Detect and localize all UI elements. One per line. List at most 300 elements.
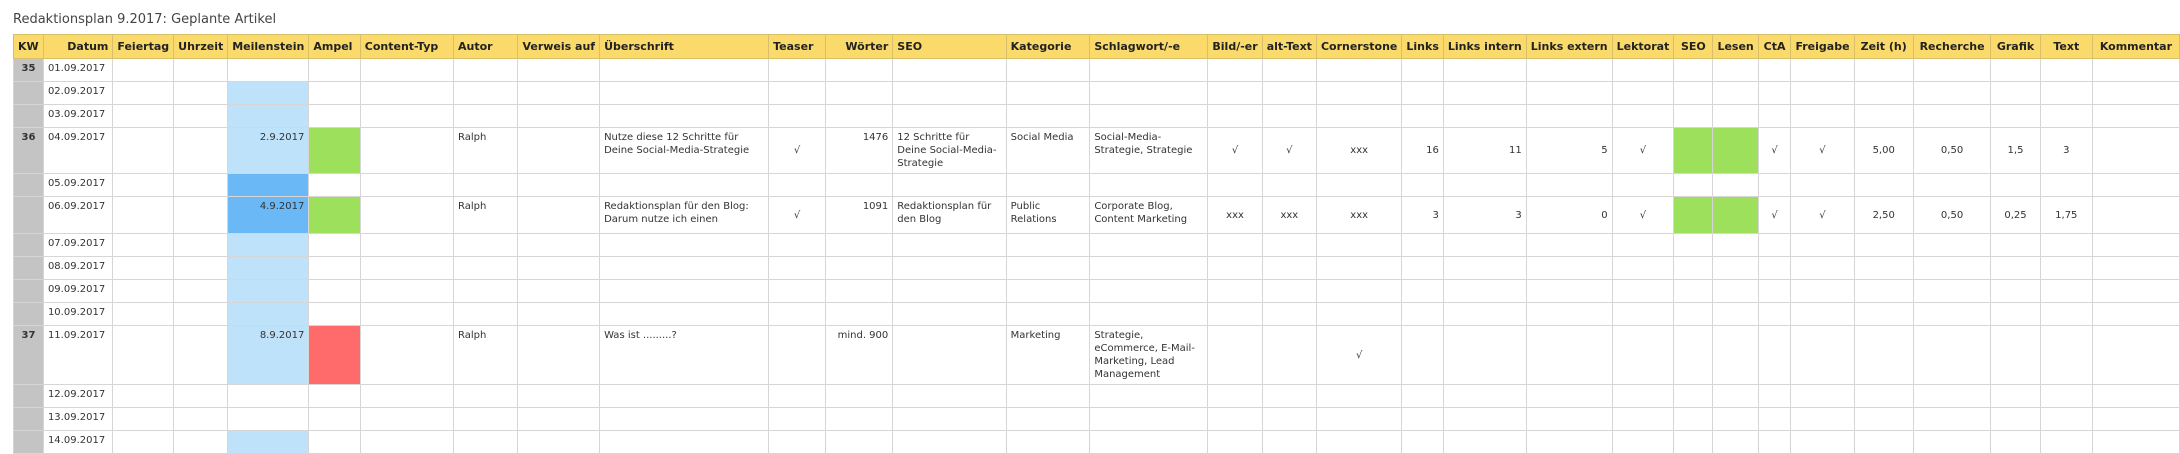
reference-cell[interactable] <box>518 326 600 385</box>
milestone-cell[interactable] <box>228 174 309 197</box>
category-cell[interactable] <box>1006 82 1090 105</box>
research-cell[interactable] <box>1913 105 1990 128</box>
graphics-cell[interactable] <box>1991 234 2040 257</box>
text-hours-cell[interactable] <box>2040 385 2092 408</box>
teaser-cell[interactable] <box>769 326 826 385</box>
cta-cell[interactable] <box>1758 385 1791 408</box>
proofread-cell[interactable] <box>1612 174 1674 197</box>
hours-cell[interactable] <box>1854 326 1913 385</box>
research-cell[interactable]: 0,50 <box>1913 128 1990 174</box>
keywords-cell[interactable] <box>1090 280 1208 303</box>
cta-cell[interactable] <box>1758 408 1791 431</box>
links-intern-cell[interactable]: 3 <box>1443 197 1526 234</box>
cornerstone-cell[interactable] <box>1316 174 1401 197</box>
hours-cell[interactable] <box>1854 303 1913 326</box>
seo-title-cell[interactable] <box>893 257 1006 280</box>
milestone-cell[interactable] <box>228 280 309 303</box>
graphics-cell[interactable] <box>1991 408 2040 431</box>
kw-cell[interactable] <box>14 303 44 326</box>
date-cell[interactable]: 08.09.2017 <box>43 257 112 280</box>
links-cell[interactable] <box>1402 82 1443 105</box>
keywords-cell[interactable]: Corporate Blog, Content Marketing <box>1090 197 1208 234</box>
approval-cell[interactable] <box>1791 431 1854 454</box>
status-light-cell[interactable] <box>309 257 360 280</box>
word-count-cell[interactable]: mind. 900 <box>825 326 892 385</box>
links-extern-cell[interactable] <box>1526 408 1612 431</box>
holiday-cell[interactable] <box>113 105 174 128</box>
proofread-cell[interactable]: √ <box>1612 128 1674 174</box>
image-cell[interactable] <box>1208 82 1262 105</box>
category-cell[interactable] <box>1006 303 1090 326</box>
cornerstone-cell[interactable] <box>1316 82 1401 105</box>
word-count-cell[interactable] <box>825 431 892 454</box>
seo-title-cell[interactable] <box>893 82 1006 105</box>
word-count-cell[interactable] <box>825 385 892 408</box>
teaser-cell[interactable] <box>769 174 826 197</box>
read-cell[interactable] <box>1713 59 1758 82</box>
col-header-teaser[interactable]: Teaser <box>769 35 826 59</box>
read-cell[interactable] <box>1713 174 1758 197</box>
author-cell[interactable] <box>453 234 517 257</box>
text-hours-cell[interactable] <box>2040 303 2092 326</box>
read-cell[interactable] <box>1713 257 1758 280</box>
status-light-cell[interactable] <box>309 385 360 408</box>
links-intern-cell[interactable] <box>1443 234 1526 257</box>
time-cell[interactable] <box>174 128 228 174</box>
seo-check-cell[interactable] <box>1674 326 1713 385</box>
cornerstone-cell[interactable] <box>1316 431 1401 454</box>
proofread-cell[interactable] <box>1612 280 1674 303</box>
headline-cell[interactable] <box>600 234 769 257</box>
reference-cell[interactable] <box>518 408 600 431</box>
content-type-cell[interactable] <box>360 431 453 454</box>
text-hours-cell[interactable] <box>2040 174 2092 197</box>
seo-title-cell[interactable] <box>893 431 1006 454</box>
category-cell[interactable] <box>1006 174 1090 197</box>
author-cell[interactable] <box>453 431 517 454</box>
teaser-cell[interactable]: √ <box>769 128 826 174</box>
seo-check-cell[interactable] <box>1674 257 1713 280</box>
hours-cell[interactable] <box>1854 280 1913 303</box>
text-hours-cell[interactable] <box>2040 280 2092 303</box>
links-extern-cell[interactable] <box>1526 234 1612 257</box>
links-extern-cell[interactable] <box>1526 105 1612 128</box>
image-cell[interactable] <box>1208 105 1262 128</box>
content-type-cell[interactable] <box>360 197 453 234</box>
kw-cell[interactable] <box>14 105 44 128</box>
seo-title-cell[interactable] <box>893 385 1006 408</box>
teaser-cell[interactable] <box>769 59 826 82</box>
text-hours-cell[interactable] <box>2040 234 2092 257</box>
proofread-cell[interactable] <box>1612 385 1674 408</box>
seo-check-cell[interactable] <box>1674 174 1713 197</box>
reference-cell[interactable] <box>518 174 600 197</box>
time-cell[interactable] <box>174 174 228 197</box>
date-cell[interactable]: 12.09.2017 <box>43 385 112 408</box>
time-cell[interactable] <box>174 303 228 326</box>
milestone-cell[interactable] <box>228 82 309 105</box>
cta-cell[interactable]: √ <box>1758 197 1791 234</box>
image-cell[interactable] <box>1208 280 1262 303</box>
time-cell[interactable] <box>174 431 228 454</box>
links-intern-cell[interactable] <box>1443 105 1526 128</box>
approval-cell[interactable] <box>1791 303 1854 326</box>
headline-cell[interactable] <box>600 174 769 197</box>
seo-title-cell[interactable]: Redaktionsplan für den Blog <box>893 197 1006 234</box>
links-extern-cell[interactable] <box>1526 82 1612 105</box>
read-cell[interactable] <box>1713 197 1758 234</box>
kw-cell[interactable] <box>14 197 44 234</box>
image-cell[interactable] <box>1208 174 1262 197</box>
kw-cell[interactable] <box>14 174 44 197</box>
approval-cell[interactable] <box>1791 385 1854 408</box>
alt-text-cell[interactable] <box>1262 385 1316 408</box>
time-cell[interactable] <box>174 385 228 408</box>
links-extern-cell[interactable] <box>1526 303 1612 326</box>
image-cell[interactable] <box>1208 234 1262 257</box>
alt-text-cell[interactable] <box>1262 431 1316 454</box>
image-cell[interactable]: √ <box>1208 128 1262 174</box>
content-type-cell[interactable] <box>360 303 453 326</box>
kw-cell[interactable] <box>14 234 44 257</box>
author-cell[interactable] <box>453 82 517 105</box>
headline-cell[interactable]: Nutze diese 12 Schritte für Deine Social-Media-Strategie <box>600 128 769 174</box>
col-header-meilenstein[interactable]: Meilenstein <box>228 35 309 59</box>
links-cell[interactable] <box>1402 257 1443 280</box>
content-type-cell[interactable] <box>360 105 453 128</box>
reference-cell[interactable] <box>518 128 600 174</box>
links-cell[interactable] <box>1402 234 1443 257</box>
milestone-cell[interactable]: 4.9.2017 <box>228 197 309 234</box>
graphics-cell[interactable] <box>1991 82 2040 105</box>
read-cell[interactable] <box>1713 280 1758 303</box>
headline-cell[interactable] <box>600 303 769 326</box>
author-cell[interactable] <box>453 303 517 326</box>
word-count-cell[interactable] <box>825 59 892 82</box>
cornerstone-cell[interactable] <box>1316 105 1401 128</box>
col-header-alt-text[interactable]: alt-Text <box>1262 35 1316 59</box>
text-hours-cell[interactable]: 3 <box>2040 128 2092 174</box>
proofread-cell[interactable] <box>1612 408 1674 431</box>
status-light-cell[interactable] <box>309 303 360 326</box>
links-intern-cell[interactable] <box>1443 303 1526 326</box>
research-cell[interactable] <box>1913 385 1990 408</box>
time-cell[interactable] <box>174 234 228 257</box>
comment-cell[interactable] <box>2092 174 2179 197</box>
time-cell[interactable] <box>174 59 228 82</box>
author-cell[interactable] <box>453 280 517 303</box>
col-header-schlagwort[interactable]: Schlagwort/-e <box>1090 35 1208 59</box>
graphics-cell[interactable] <box>1991 257 2040 280</box>
author-cell[interactable] <box>453 385 517 408</box>
holiday-cell[interactable] <box>113 59 174 82</box>
research-cell[interactable] <box>1913 174 1990 197</box>
proofread-cell[interactable] <box>1612 105 1674 128</box>
kw-cell[interactable] <box>14 385 44 408</box>
comment-cell[interactable] <box>2092 257 2179 280</box>
hours-cell[interactable]: 2,50 <box>1854 197 1913 234</box>
graphics-cell[interactable] <box>1991 280 2040 303</box>
content-type-cell[interactable] <box>360 174 453 197</box>
seo-title-cell[interactable] <box>893 408 1006 431</box>
cornerstone-cell[interactable] <box>1316 408 1401 431</box>
seo-title-cell[interactable] <box>893 234 1006 257</box>
author-cell[interactable] <box>453 59 517 82</box>
content-type-cell[interactable] <box>360 82 453 105</box>
col-header-feiertag[interactable]: Feiertag <box>113 35 174 59</box>
milestone-cell[interactable] <box>228 431 309 454</box>
proofread-cell[interactable] <box>1612 59 1674 82</box>
reference-cell[interactable] <box>518 197 600 234</box>
date-cell[interactable]: 03.09.2017 <box>43 105 112 128</box>
kw-cell[interactable] <box>14 408 44 431</box>
date-cell[interactable]: 02.09.2017 <box>43 82 112 105</box>
cta-cell[interactable] <box>1758 174 1791 197</box>
research-cell[interactable] <box>1913 326 1990 385</box>
read-cell[interactable] <box>1713 408 1758 431</box>
status-light-cell[interactable] <box>309 174 360 197</box>
kw-cell[interactable] <box>14 431 44 454</box>
cornerstone-cell[interactable] <box>1316 385 1401 408</box>
date-cell[interactable]: 14.09.2017 <box>43 431 112 454</box>
col-header-seo-check[interactable]: SEO <box>1674 35 1713 59</box>
milestone-cell[interactable] <box>228 234 309 257</box>
author-cell[interactable] <box>453 105 517 128</box>
headline-cell[interactable]: Redaktionsplan für den Blog: Darum nutze ich einen <box>600 197 769 234</box>
text-hours-cell[interactable] <box>2040 408 2092 431</box>
author-cell[interactable] <box>453 408 517 431</box>
teaser-cell[interactable]: √ <box>769 197 826 234</box>
headline-cell[interactable] <box>600 82 769 105</box>
read-cell[interactable] <box>1713 303 1758 326</box>
category-cell[interactable]: Marketing <box>1006 326 1090 385</box>
seo-title-cell[interactable] <box>893 174 1006 197</box>
read-cell[interactable] <box>1713 128 1758 174</box>
cta-cell[interactable] <box>1758 82 1791 105</box>
col-header-freigabe[interactable]: Freigabe <box>1791 35 1854 59</box>
word-count-cell[interactable] <box>825 174 892 197</box>
text-hours-cell[interactable] <box>2040 105 2092 128</box>
seo-title-cell[interactable] <box>893 280 1006 303</box>
comment-cell[interactable] <box>2092 431 2179 454</box>
cta-cell[interactable] <box>1758 105 1791 128</box>
text-hours-cell[interactable] <box>2040 431 2092 454</box>
links-intern-cell[interactable] <box>1443 326 1526 385</box>
milestone-cell[interactable] <box>228 105 309 128</box>
content-type-cell[interactable] <box>360 326 453 385</box>
cta-cell[interactable] <box>1758 59 1791 82</box>
teaser-cell[interactable] <box>769 105 826 128</box>
col-header-grafik[interactable]: Grafik <box>1991 35 2040 59</box>
links-extern-cell[interactable] <box>1526 326 1612 385</box>
comment-cell[interactable] <box>2092 326 2179 385</box>
holiday-cell[interactable] <box>113 408 174 431</box>
col-header-lektorat[interactable]: Lektorat <box>1612 35 1674 59</box>
col-header-uhrzeit[interactable]: Uhrzeit <box>174 35 228 59</box>
comment-cell[interactable] <box>2092 128 2179 174</box>
read-cell[interactable] <box>1713 431 1758 454</box>
links-extern-cell[interactable] <box>1526 59 1612 82</box>
links-intern-cell[interactable] <box>1443 82 1526 105</box>
hours-cell[interactable] <box>1854 105 1913 128</box>
alt-text-cell[interactable] <box>1262 59 1316 82</box>
content-type-cell[interactable] <box>360 128 453 174</box>
teaser-cell[interactable] <box>769 431 826 454</box>
holiday-cell[interactable] <box>113 82 174 105</box>
seo-check-cell[interactable] <box>1674 303 1713 326</box>
approval-cell[interactable] <box>1791 234 1854 257</box>
kw-cell[interactable]: 37 <box>14 326 44 385</box>
teaser-cell[interactable] <box>769 408 826 431</box>
seo-check-cell[interactable] <box>1674 197 1713 234</box>
seo-check-cell[interactable] <box>1674 59 1713 82</box>
approval-cell[interactable] <box>1791 280 1854 303</box>
read-cell[interactable] <box>1713 82 1758 105</box>
seo-title-cell[interactable]: 12 Schritte für Deine Social-Media-Strategie <box>893 128 1006 174</box>
word-count-cell[interactable] <box>825 280 892 303</box>
holiday-cell[interactable] <box>113 326 174 385</box>
comment-cell[interactable] <box>2092 105 2179 128</box>
hours-cell[interactable] <box>1854 82 1913 105</box>
word-count-cell[interactable] <box>825 234 892 257</box>
kw-cell[interactable] <box>14 257 44 280</box>
graphics-cell[interactable]: 1,5 <box>1991 128 2040 174</box>
alt-text-cell[interactable] <box>1262 303 1316 326</box>
category-cell[interactable] <box>1006 234 1090 257</box>
holiday-cell[interactable] <box>113 234 174 257</box>
links-intern-cell[interactable] <box>1443 59 1526 82</box>
category-cell[interactable] <box>1006 431 1090 454</box>
reference-cell[interactable] <box>518 105 600 128</box>
approval-cell[interactable] <box>1791 59 1854 82</box>
links-intern-cell[interactable] <box>1443 280 1526 303</box>
milestone-cell[interactable] <box>228 59 309 82</box>
seo-check-cell[interactable] <box>1674 128 1713 174</box>
links-cell[interactable] <box>1402 303 1443 326</box>
cta-cell[interactable] <box>1758 280 1791 303</box>
links-cell[interactable] <box>1402 105 1443 128</box>
seo-title-cell[interactable] <box>893 326 1006 385</box>
graphics-cell[interactable] <box>1991 385 2040 408</box>
hours-cell[interactable] <box>1854 385 1913 408</box>
links-cell[interactable] <box>1402 431 1443 454</box>
col-header-cornerstone[interactable]: Cornerstone <box>1316 35 1401 59</box>
cornerstone-cell[interactable]: √ <box>1316 326 1401 385</box>
alt-text-cell[interactable] <box>1262 82 1316 105</box>
col-header-kategorie[interactable]: Kategorie <box>1006 35 1090 59</box>
teaser-cell[interactable] <box>769 385 826 408</box>
alt-text-cell[interactable] <box>1262 280 1316 303</box>
proofread-cell[interactable]: √ <box>1612 197 1674 234</box>
time-cell[interactable] <box>174 82 228 105</box>
links-cell[interactable] <box>1402 174 1443 197</box>
time-cell[interactable] <box>174 280 228 303</box>
research-cell[interactable] <box>1913 431 1990 454</box>
holiday-cell[interactable] <box>113 431 174 454</box>
research-cell[interactable] <box>1913 257 1990 280</box>
keywords-cell[interactable] <box>1090 431 1208 454</box>
word-count-cell[interactable] <box>825 105 892 128</box>
content-type-cell[interactable] <box>360 257 453 280</box>
research-cell[interactable] <box>1913 234 1990 257</box>
headline-cell[interactable] <box>600 257 769 280</box>
comment-cell[interactable] <box>2092 197 2179 234</box>
graphics-cell[interactable] <box>1991 431 2040 454</box>
teaser-cell[interactable] <box>769 234 826 257</box>
text-hours-cell[interactable] <box>2040 82 2092 105</box>
proofread-cell[interactable] <box>1612 303 1674 326</box>
category-cell[interactable]: Social Media <box>1006 128 1090 174</box>
links-cell[interactable] <box>1402 59 1443 82</box>
time-cell[interactable] <box>174 105 228 128</box>
date-cell[interactable]: 04.09.2017 <box>43 128 112 174</box>
time-cell[interactable] <box>174 257 228 280</box>
links-intern-cell[interactable] <box>1443 431 1526 454</box>
status-light-cell[interactable] <box>309 82 360 105</box>
links-cell[interactable]: 3 <box>1402 197 1443 234</box>
content-type-cell[interactable] <box>360 408 453 431</box>
research-cell[interactable] <box>1913 408 1990 431</box>
alt-text-cell[interactable] <box>1262 234 1316 257</box>
date-cell[interactable]: 06.09.2017 <box>43 197 112 234</box>
col-header-cta[interactable]: CtA <box>1758 35 1791 59</box>
holiday-cell[interactable] <box>113 280 174 303</box>
teaser-cell[interactable] <box>769 82 826 105</box>
cornerstone-cell[interactable]: xxx <box>1316 128 1401 174</box>
links-intern-cell[interactable] <box>1443 385 1526 408</box>
approval-cell[interactable] <box>1791 82 1854 105</box>
text-hours-cell[interactable] <box>2040 326 2092 385</box>
seo-check-cell[interactable] <box>1674 82 1713 105</box>
reference-cell[interactable] <box>518 82 600 105</box>
proofread-cell[interactable] <box>1612 431 1674 454</box>
text-hours-cell[interactable] <box>2040 59 2092 82</box>
seo-check-cell[interactable] <box>1674 234 1713 257</box>
milestone-cell[interactable]: 8.9.2017 <box>228 326 309 385</box>
comment-cell[interactable] <box>2092 59 2179 82</box>
cornerstone-cell[interactable] <box>1316 303 1401 326</box>
date-cell[interactable]: 10.09.2017 <box>43 303 112 326</box>
col-header-ueberschrift[interactable]: Überschrift <box>600 35 769 59</box>
col-header-autor[interactable]: Autor <box>453 35 517 59</box>
cta-cell[interactable] <box>1758 431 1791 454</box>
text-hours-cell[interactable]: 1,75 <box>2040 197 2092 234</box>
col-header-ampel[interactable]: Ampel <box>309 35 360 59</box>
col-header-links[interactable]: Links <box>1402 35 1443 59</box>
alt-text-cell[interactable] <box>1262 326 1316 385</box>
image-cell[interactable] <box>1208 431 1262 454</box>
hours-cell[interactable] <box>1854 234 1913 257</box>
headline-cell[interactable]: Was ist .........? <box>600 326 769 385</box>
reference-cell[interactable] <box>518 385 600 408</box>
seo-check-cell[interactable] <box>1674 385 1713 408</box>
image-cell[interactable] <box>1208 385 1262 408</box>
cornerstone-cell[interactable]: xxx <box>1316 197 1401 234</box>
col-header-links-extern[interactable]: Links extern <box>1526 35 1612 59</box>
keywords-cell[interactable] <box>1090 59 1208 82</box>
holiday-cell[interactable] <box>113 303 174 326</box>
category-cell[interactable] <box>1006 257 1090 280</box>
kw-cell[interactable]: 35 <box>14 59 44 82</box>
reference-cell[interactable] <box>518 280 600 303</box>
links-extern-cell[interactable]: 5 <box>1526 128 1612 174</box>
image-cell[interactable] <box>1208 59 1262 82</box>
headline-cell[interactable] <box>600 105 769 128</box>
cta-cell[interactable] <box>1758 303 1791 326</box>
links-extern-cell[interactable] <box>1526 257 1612 280</box>
approval-cell[interactable]: √ <box>1791 128 1854 174</box>
author-cell[interactable] <box>453 257 517 280</box>
